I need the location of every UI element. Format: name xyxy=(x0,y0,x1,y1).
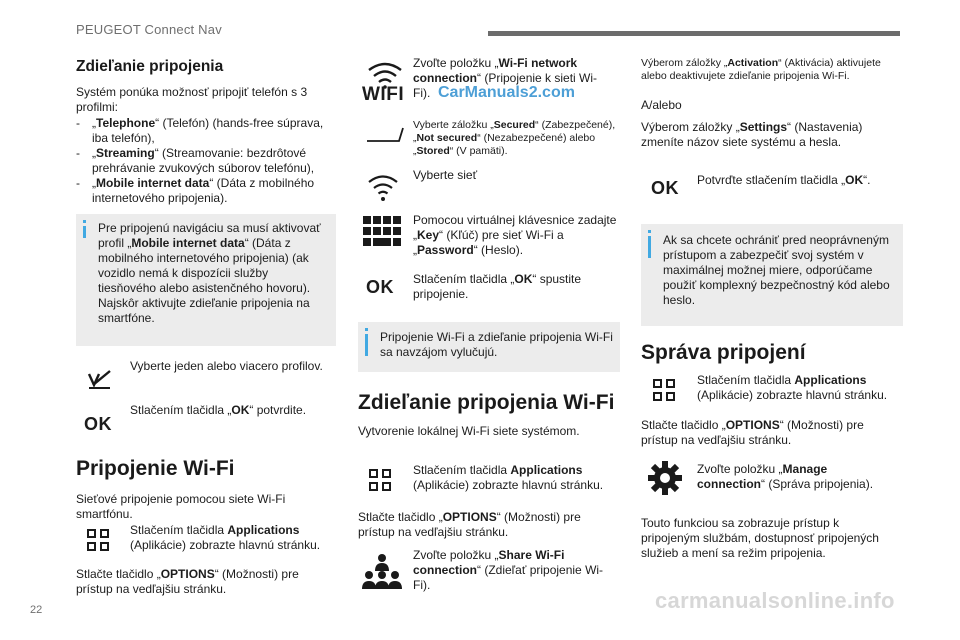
wifi-network-icon xyxy=(362,60,405,113)
info-box xyxy=(76,214,336,346)
page-number: 22 xyxy=(30,604,43,616)
info-text: Pre pripojenú navigáciu sa musí aktivovať profil „Mobile internet data“ (Dáta z mobilného internetového pripojenia) (ak vozidlo nemá k dispozícii služby tiesňového alebo asistenčného hovoru). Najskôr aktivujte zdieľanie pripojenia na smartfóne. xyxy=(98,221,321,325)
wifi-icon xyxy=(367,173,399,208)
list-item: - „Telephone“ (Telefón) (hands-free súprava, iba telefón), xyxy=(76,116,338,146)
list-item: - „Mobile internet data“ (Dáta z mobilného internetového pripojenia). xyxy=(76,176,338,206)
section-title-manage-connections: Správa pripojení xyxy=(641,341,806,364)
step-applications: Stlačením tlačidla Applications (Aplikácie) zobrazte hlavnú stránku. xyxy=(130,523,321,552)
step-settings: Výberom záložky „Settings“ (Nastavenia) zmeníte názov siete systému a hesla. xyxy=(641,120,863,149)
ok-icon: OK xyxy=(366,277,394,297)
wifi-intro-text: Sieťové pripojenie pomocou siete Wi-Fi smartfónu. xyxy=(76,492,286,521)
step-applications: Stlačením tlačidla Applications (Aplikácie) zobrazte hlavnú stránku. xyxy=(697,373,888,402)
keyboard-icon xyxy=(363,216,401,251)
step-activation: Výberom záložky „Activation“ (Aktivácia) aktivujete alebo deaktivujete zdieľanie pripojenia Wi-Fi. xyxy=(641,57,881,82)
step-select-tab: Vyberte záložku „Secured“ (Zabezpečené), „Not secured“ (Nezabezpečené) alebo „Stored“ (V pamäti). xyxy=(413,119,616,157)
ok-icon: OK xyxy=(84,414,112,434)
step-options: Stlačte tlačidlo „OPTIONS“ (Možnosti) pre prístup na vedľajšiu stránku. xyxy=(641,418,864,447)
step-options: Stlačte tlačidlo „OPTIONS“ (Možnosti) pre prístup na vedľajšiu stránku. xyxy=(76,567,299,596)
info-box xyxy=(641,224,903,326)
header-bar xyxy=(488,31,900,36)
step-options: Stlačte tlačidlo „OPTIONS“ (Možnosti) pre prístup na vedľajšiu stránku. xyxy=(358,510,581,539)
or-text: A/alebo xyxy=(641,98,682,112)
watermark-logo: CarManuals2.com xyxy=(438,84,575,101)
profile-list xyxy=(76,116,338,206)
intro-text: Systém ponúka možnosť pripojiť telefón s 3 profilmi: xyxy=(76,85,308,114)
applications-icon xyxy=(652,378,676,407)
step-keyboard: Pomocou virtuálnej klávesnice zadajte „Key“ (Kľúč) pre sieť Wi-Fi a „Password“ (Heslo). xyxy=(413,213,617,257)
sharing-intro-text: Vytvorenie lokálnej Wi-Fi siete systémom. xyxy=(358,424,580,438)
info-text: Ak sa chcete ochrániť pred neoprávneným prístupom a zabezpečiť svoj systém v maximálnej možnej miere, odporúčame použiť komplexný bezpečnostný kód alebo heslo. xyxy=(663,233,890,307)
ok-icon: OK xyxy=(651,178,679,198)
manage-outro-text: Touto funkciou sa zobrazuje prístup k pripojeným službám, dostupnosť pripojených služieb a mení sa režim pripojenia. xyxy=(641,516,879,560)
step-select-profiles: Vyberte jeden alebo viacero profilov. xyxy=(130,359,323,373)
step-manage-connection: Zvoľte položku „Manage connection“ (Správa pripojenia). xyxy=(697,462,874,491)
step-select-network: Vyberte sieť xyxy=(413,168,478,182)
step-share-wifi: Zvoľte položku „Share Wi-Fi connection“ (Zdieľať pripojenie Wi-Fi). xyxy=(413,548,604,592)
applications-icon xyxy=(368,468,392,497)
watermark: carmanualsonline.info xyxy=(655,588,895,613)
step-start-connection: Stlačením tlačidla „OK“ spustite pripojenie. xyxy=(413,272,582,301)
checkmark-icon xyxy=(86,368,114,395)
subsection-title-connection-sharing: Zdieľanie pripojenia xyxy=(76,58,224,75)
list-item: - „Streaming“ (Streamovanie: bezdrôtové prehrávanie zvukových súborov telefónu), xyxy=(76,146,338,176)
share-connection-icon xyxy=(362,553,402,596)
info-text: Pripojenie Wi-Fi a zdieľanie pripojenia Wi-Fi sa navzájom vylučujú. xyxy=(380,330,613,359)
running-header: PEUGEOT Connect Nav xyxy=(76,22,222,37)
wifi-label: WIFI xyxy=(362,84,405,105)
manage-connection-gear-icon xyxy=(648,461,682,500)
step-applications: Stlačením tlačidla Applications (Aplikácie) zobrazte hlavnú stránku. xyxy=(413,463,604,492)
applications-icon xyxy=(86,528,110,557)
info-box xyxy=(358,322,620,372)
section-title-wifi-sharing: Zdieľanie pripojenia Wi-Fi xyxy=(358,391,615,414)
step-confirm: Potvrďte stlačením tlačidla „OK“. xyxy=(697,173,871,187)
step-confirm: Stlačením tlačidla „OK“ potvrdite. xyxy=(130,403,307,417)
section-title-wifi-connection: Pripojenie Wi-Fi xyxy=(76,457,235,480)
tab-selector-icon xyxy=(365,126,405,149)
step-wifi-network: Zvoľte položku „Wi-Fi network connection“ (Pripojenie k sieti Wi-Fi). xyxy=(413,56,598,100)
